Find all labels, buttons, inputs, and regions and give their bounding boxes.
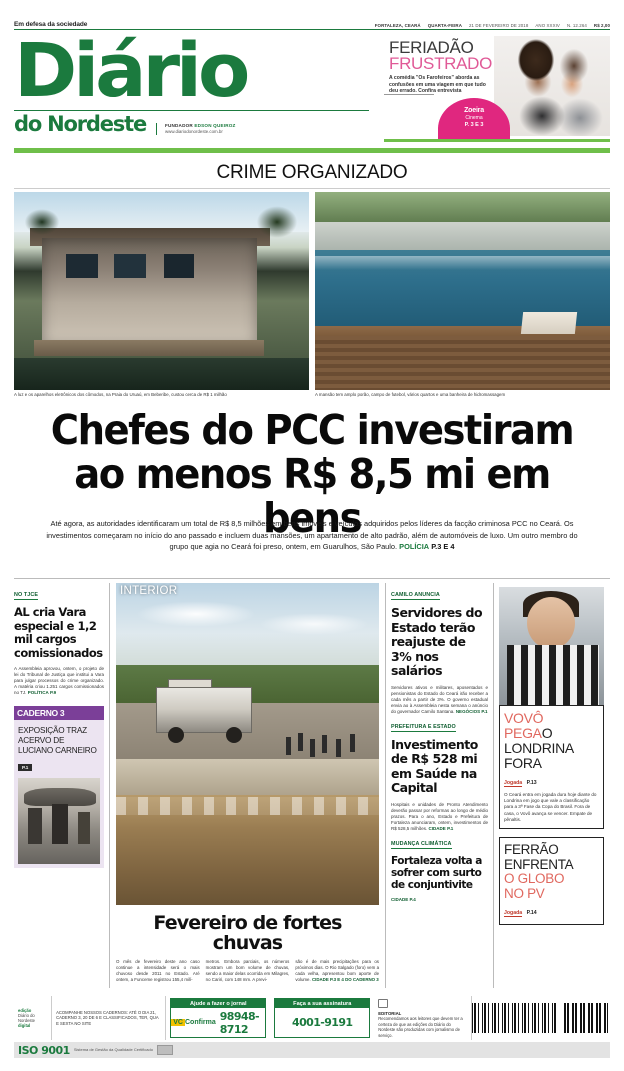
left-headline[interactable]: AL cria Vara especial e 1,2 mil cargos comissionados <box>14 605 103 660</box>
meta-number: N. 12.264 <box>566 23 587 28</box>
ferrao-line-1: FERRÃO <box>504 842 559 858</box>
right-body-3 <box>391 897 488 903</box>
ferrao-box[interactable] <box>499 837 604 925</box>
center-headline[interactable]: Fevereiro de fortes chuvas <box>153 912 342 954</box>
issue-meta <box>375 23 610 28</box>
promo-badge-title: Zoeira <box>464 107 484 114</box>
photo-riverwall <box>116 759 379 799</box>
ferrao-line-3: O GLOBO <box>504 871 565 887</box>
iso-seal-icon <box>157 1045 173 1055</box>
right-tag-2: PREFEITURA E ESTADO <box>391 723 456 730</box>
meta-city: FORTALEZA, CEARÁ <box>374 23 421 28</box>
masthead-subtitle: do Nordeste <box>14 112 146 136</box>
photo-window <box>114 254 146 278</box>
help-newspaper-number[interactable]: 98948-8712 <box>219 1009 259 1036</box>
left-page[interactable]: P.9 <box>49 690 57 696</box>
barcode-area <box>472 996 610 1040</box>
center-column <box>110 583 386 988</box>
interior-photo[interactable] <box>116 583 379 905</box>
caption-row <box>14 392 610 398</box>
right-headline-1[interactable]: Servidores do Estado terão reajuste de 3% nos salários <box>391 605 483 678</box>
vovo-line-2b: O <box>541 725 553 741</box>
meta-year: ANO XXXIV <box>535 23 560 28</box>
iso-bar <box>14 1042 610 1058</box>
center-page[interactable]: P.3 E 4 DO CADERNO 3 <box>330 976 379 982</box>
kicker-divider <box>14 188 610 189</box>
help-newspaper-body <box>171 1008 265 1037</box>
footer-logo-line-2: Diário do Nordeste <box>18 1013 35 1023</box>
vc-confirma-logo: VC Confirma <box>173 1019 216 1026</box>
palm-tree-icon <box>249 202 305 342</box>
masthead <box>14 28 374 146</box>
photo-pool <box>14 358 309 390</box>
subscription-number[interactable]: 4001-9191 <box>292 1016 353 1029</box>
caderno-title[interactable]: EXPOSIÇÃO TRAZ ACERVO DE LUCIANO CARNEIRO <box>18 726 97 756</box>
founder-block <box>156 123 236 135</box>
right-page-2[interactable]: P.1 <box>447 826 454 832</box>
photo-vegetation <box>315 192 610 224</box>
truck-wheel <box>226 727 242 743</box>
editorial-text: Recomendamos aos leitores que devem ter a certeza de que as edições do Diário do Nordeste são produzidas com jornalismo de serviço. <box>378 1016 463 1038</box>
photo-people <box>286 733 366 761</box>
right-page-1[interactable]: P.1 <box>481 708 488 714</box>
editorial-box <box>374 996 472 1040</box>
vovo-line-2: PEGA <box>504 725 542 741</box>
caderno-page[interactable]: P.1 <box>18 764 32 771</box>
meta-weekday: QUARTA-FEIRA <box>427 23 462 28</box>
caption-left: A luz e os aparelhos eletrônicos dos cômodos, na Praia do Uruaú, em Beberibe, custou cerca de R$ 1 milhão <box>14 392 227 397</box>
caderno-body <box>14 720 104 868</box>
masthead-title: Diário <box>14 28 247 114</box>
photo-window <box>164 254 194 278</box>
vovo-page[interactable]: P.13 <box>526 780 537 786</box>
lead-photo-row <box>14 192 610 390</box>
footer-logo-line-1: edição <box>18 1008 32 1013</box>
ferrao-headline <box>504 843 599 901</box>
website[interactable]: www.diariodonordeste.com.br <box>165 129 223 134</box>
right-section-2[interactable]: CIDADE <box>428 826 446 832</box>
player-photo[interactable] <box>499 587 604 705</box>
iso-subtitle: Sistema de Gestão da Qualidade Certificado <box>73 1046 153 1052</box>
subscription-body <box>275 1008 369 1037</box>
promo-divider <box>384 94 434 95</box>
far-right-column <box>494 583 604 988</box>
right-section-3[interactable]: CIDADE <box>391 897 409 903</box>
headline-line-1: Chefes do PCC investiram <box>50 406 574 454</box>
center-section[interactable]: CIDADE <box>311 976 329 982</box>
caption-right: A mansão tem amplo porão, campo de futebol, vários quartos e uma banheira de hidromassagem <box>315 392 506 397</box>
cloud-icon <box>136 601 256 627</box>
figure-silhouette <box>52 804 68 844</box>
right-body-1 <box>391 685 488 715</box>
photo-lounge-chair <box>521 312 577 334</box>
lead-section[interactable]: POLÍCIA <box>399 542 430 552</box>
help-newspaper-box[interactable] <box>170 998 266 1038</box>
truck-wheel <box>168 727 184 743</box>
right-body-1-text: Servidores ativos e militares, aposentados e pensionistas do Estado do Ceará irão receber a cada mês a partir de 3%. O governo estadual envia ao à Assembleia nesta semana o anúncio do governador Camilo Santana. <box>391 684 488 714</box>
center-body-3-text: são é de mais precipitações para os próximos dias. O Rio Salgado (foro) vem a cada velha, apresentou bom aporte de volume. <box>295 959 380 982</box>
ferrao-page[interactable]: P.14 <box>526 910 537 917</box>
promo-box[interactable] <box>384 36 610 142</box>
photo-deck <box>34 340 264 356</box>
green-band <box>14 148 610 153</box>
caderno-header[interactable]: CADERNO 3 <box>14 706 104 720</box>
footer-bar <box>14 996 610 1040</box>
right-page-3[interactable]: P.4 <box>409 897 416 903</box>
vovo-line-1: VOVÔ <box>504 710 544 726</box>
right-column-inner <box>386 583 494 988</box>
right-tag-1: CAMILO ANUNCIA <box>391 592 440 598</box>
center-body-2: metros. Embora parciais, os números mostram um bom volume de chuvas, sendo a maior delas ocorrida em Milagres, no Cariri, com 148 mm. A previ- <box>205 959 290 982</box>
editorial-title: EDITORIAL <box>378 1010 402 1016</box>
left-body <box>14 666 104 696</box>
center-body-columns <box>116 959 379 983</box>
right-headline-2[interactable]: Investimento de R$ 528 mi em Saúde na Capital <box>391 736 478 796</box>
photo-wood-deck <box>315 336 610 390</box>
truck-body <box>156 687 252 733</box>
iso-title: ISO 9001 <box>18 1043 70 1057</box>
figure-silhouette <box>78 812 90 844</box>
right-section-1[interactable]: NEGÓCIOS <box>455 708 481 714</box>
ferrao-section[interactable]: Jogada <box>504 910 523 917</box>
help-newspaper-title: Ajude a fazer o jornal <box>171 999 265 1008</box>
promo-badge-sub: Cinema <box>465 115 483 121</box>
photo-mansion-exterior[interactable] <box>14 192 309 390</box>
right-body-2-text: Hospitais e unidades de Pronto Atendimento deverão passar por reformas ao longo de médio prazos. Para o ano, Estado e Prefeitura de Fortaleza anunciaram, ontem, investimentos de R$ 528,5 milhões. <box>391 801 488 832</box>
center-body-1: O mês de fevereiro deste ano caso continue a intensidade será o mais chuvoso desde 2011 no Estado. Aré ontem, a Funceme registrou 155,4 milí- <box>116 959 200 982</box>
lead-text: Até agora, as autoridades identificaram um total de R$ 8,5 milhões em bens imóveis e veículos adquiridos pelos líderes da facção criminosa PCC no Ceará. Os investimentos começaram no início do ano passado e incluem duas mansões, um apartamento de alto padrão, além de automóveis de luxo. Um outro membro do grupo que agia no Ceará foi preso, ontem, em Guarulhos, São Paulo. <box>46 519 578 552</box>
columns-area <box>14 583 610 988</box>
slogan: Em defesa da sociedade <box>14 21 88 28</box>
lead-paragraph <box>40 518 584 553</box>
vovo-line-3: LONDRINA <box>504 740 574 756</box>
interior-photo-label: INTERIOR <box>120 585 178 597</box>
photo-wall <box>315 222 610 252</box>
lead-page[interactable]: P.3 E 4 <box>431 542 455 552</box>
vovo-section[interactable]: Jogada <box>504 780 523 786</box>
photo-river-foam <box>116 797 379 815</box>
headline-line-2: ao menos R$ 8,5 mi em bens <box>74 450 550 542</box>
left-column <box>14 583 110 988</box>
caderno-photo[interactable] <box>18 778 100 864</box>
right-column <box>386 583 604 988</box>
photo-face <box>527 597 575 649</box>
ferrao-line-4: NO PV <box>504 885 545 901</box>
left-body-text: A Assembleia aprovou, ontem, o projeto de lei do Tribunal de Justiça que institui a Vara para julgar processos do crime organizado. A matéria criou 1.251 cargos comissionados no TJ. <box>14 666 104 696</box>
right-headline-3[interactable]: Fortaleza volta a sofrer com surto de conjuntivite <box>391 855 482 892</box>
promo-title-line2: FRUSTRADO <box>389 54 493 73</box>
ferrao-line-2: ENFRENTA <box>504 856 574 872</box>
subscription-title: Faça a sua assinatura <box>275 999 369 1008</box>
barcode-icon <box>472 1003 558 1033</box>
figure-silhouette <box>28 808 42 844</box>
cloud-icon <box>259 613 369 635</box>
promo-title-line1: FERIADÃO <box>389 38 474 57</box>
palm-tree-icon <box>20 206 66 326</box>
vovo-box[interactable] <box>499 705 604 829</box>
photo-jersey <box>507 645 599 705</box>
footer-logo-line-3: digital <box>18 1023 31 1028</box>
center-body-3 <box>295 959 379 983</box>
footer-digital-logo[interactable] <box>14 996 52 1040</box>
lead-kicker: CRIME ORGANIZADO <box>216 162 408 183</box>
lead-divider <box>14 578 610 579</box>
vovo-headline <box>504 711 599 771</box>
meta-price: R$ 2,00 <box>593 23 610 28</box>
barcode-secondary-icon <box>564 1003 608 1033</box>
founder-label: FUNDADOR EDSON QUEIROZ <box>165 123 236 128</box>
right-body-2 <box>391 802 488 832</box>
photo-mansion-pool[interactable] <box>315 192 610 390</box>
photo-window <box>66 254 98 278</box>
meta-date: 21 DE FEVEREIRO DE 2018 <box>468 23 529 28</box>
left-tag: NO TJCE <box>14 592 39 598</box>
right-tag-3: MUDANÇA CLIMÁTICA <box>391 841 452 848</box>
promo-photo <box>494 36 610 136</box>
subscription-box[interactable] <box>274 998 370 1038</box>
promo-text: A comédia "Os Farofeiros" aborda as confusões em uma viagem em que tudo deu errado. Confira entrevista <box>389 75 486 95</box>
photo-water-sheen <box>315 256 610 270</box>
speech-bubble-icon <box>378 999 388 1008</box>
promo-badge-page: P. 3 E 3 <box>464 122 484 128</box>
left-section[interactable]: POLÍTICA <box>27 690 49 696</box>
vovo-line-4: FORA <box>504 755 542 771</box>
vovo-body: O Ceará entra em jogada dura hoje diante do Londrina em jogo que vale a classificação para a 3ª Fase da Copa do Brasil. Fora de casa, o Vovô avança se vencer. Empate de pênaltis. <box>504 792 597 822</box>
footer-supplements-text: ACOMPANHE NOSSOS CADERNOS: ATÉ O DIA 21, CADERNO 3, 20 DE 6 E CLASSIFICADOS, TER, QUA E SEXTA NO SITE <box>52 996 166 1040</box>
